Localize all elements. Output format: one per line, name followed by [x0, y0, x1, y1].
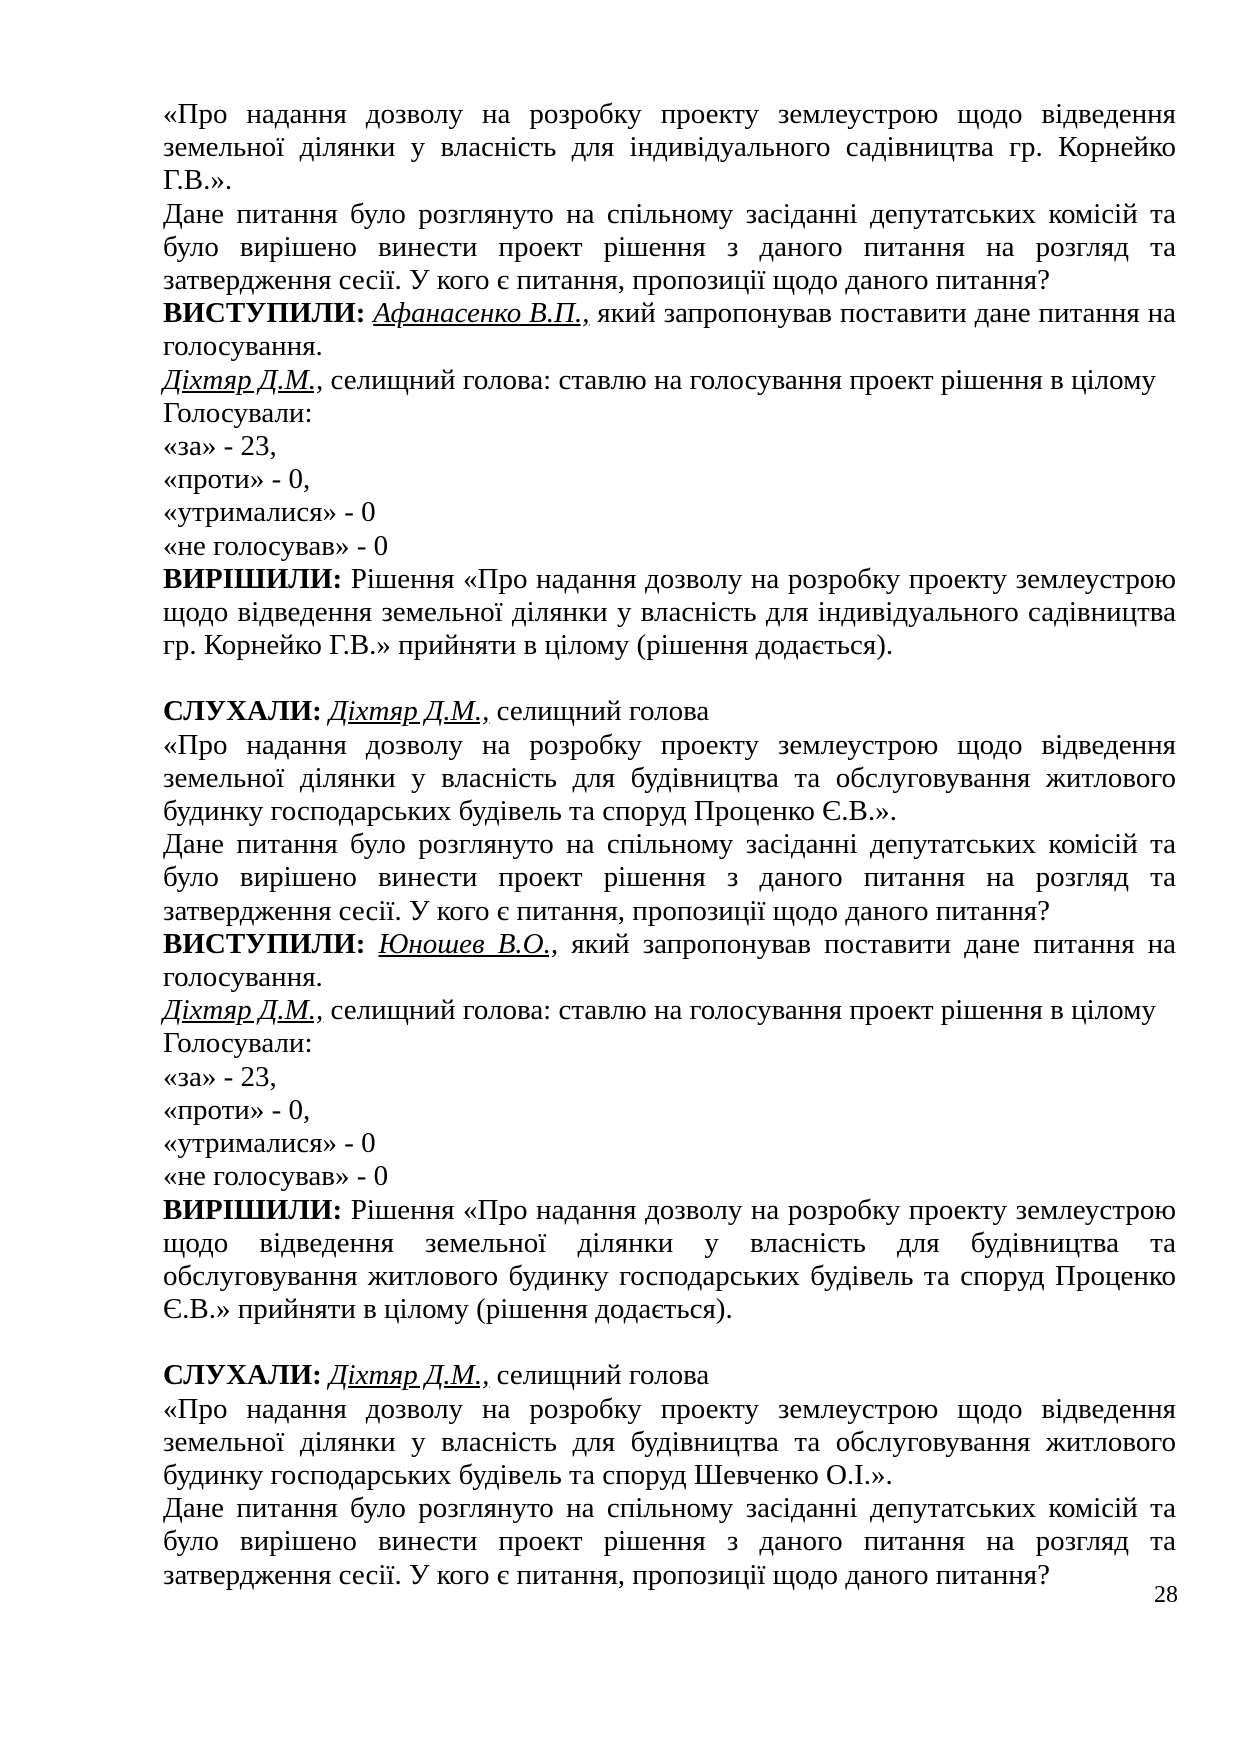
s2-vote-novote: «не голосував» - 0 — [163, 1160, 389, 1193]
s2-intro: Дане питання було розглянуто на спільному засіданні депутатських комісій та було вирішено винести проект рішення з даного питання на розгляд та затвердження сесії. У кого є питання, пропозиції щодо даного питання? — [163, 828, 1176, 927]
s2-heard-label: СЛУХАЛИ: — [163, 695, 322, 728]
s1-intro: Дане питання було розглянуто на спільному засіданні депутатських комісій та було вирішено винести проект рішення з даного питання на розгляд та затвердження сесії. У кого є питання, пропозиції щодо даного питання? — [163, 197, 1176, 297]
s2-head — [163, 994, 1176, 1027]
s3-heard-text: селищний голова — [489, 1359, 710, 1392]
s1-head-name: Діхтяр Д.М., — [163, 363, 324, 396]
s1-spoke-name: Афанасенко В.П., — [373, 297, 590, 330]
s3-title: «Про надання дозволу на розробку проекту землеустрою щодо відведення земельної ділянки у власність для будівництва та обслуговування житлового будинку господарських будівель та споруд Шевченко О.І.». — [163, 1392, 1176, 1491]
s2-decided-label: ВИРІШИЛИ: — [163, 1193, 343, 1226]
s3-heard-name: Діхтяр Д.М., — [329, 1359, 490, 1392]
s2-heard-text: селищний голова — [489, 695, 710, 728]
s2-vote-for: «за» - 23, — [163, 1060, 277, 1093]
s2-head-name: Діхтяр Д.М., — [163, 994, 324, 1027]
s3-heard — [163, 1359, 1176, 1392]
s1-title: «Про надання дозволу на розробку проекту землеустрою щодо відведення земельної ділянки у власність для індивідуального садівництва гр. Корнейко Г.В.». — [163, 98, 1176, 197]
s1-head — [163, 364, 1176, 397]
s2-spoke-name: Юношев В.О., — [378, 927, 559, 960]
s2-spoke-text: який запропонував поставити дане питання на голосування. — [163, 927, 1176, 994]
s2-decided-text: Рішення «Про надання дозволу на розробку проекту землеустрою щодо відведення земельної ділянки у власність для будівництва та обслуговування житлового будинку господарських будівель та споруд Проценко Є.В.» прийняти в цілому (рішення додається). — [163, 1193, 1176, 1326]
s2-voted: Голосували: — [163, 1027, 313, 1060]
section-gap — [163, 662, 1176, 695]
s2-spoke — [163, 928, 1176, 994]
s1-decided-label: ВИРІШИЛИ: — [163, 562, 343, 595]
s1-spoke — [163, 297, 1176, 363]
s1-vote-novote: «не голосував» - 0 — [163, 529, 389, 562]
s1-voted: Голосували: — [163, 396, 313, 429]
s2-spoke-label: ВИСТУПИЛИ: — [163, 927, 366, 960]
s1-vote-for: «за» - 23, — [163, 430, 277, 463]
s1-spoke-text: який запропонував поставити дане питання на голосування. — [163, 297, 1176, 363]
s2-vote-against: «проти» - 0, — [163, 1093, 311, 1126]
s2-heard — [163, 695, 1176, 728]
s2-heard-name: Діхтяр Д.М., — [329, 695, 490, 728]
s2-vote-abstain: «утрималися» - 0 — [163, 1127, 376, 1160]
s2-decided — [163, 1194, 1176, 1327]
s1-decided — [163, 563, 1176, 663]
s1-head-text: селищний голова: ставлю на голосування проект рішення в цілому — [323, 363, 1156, 396]
section-gap — [163, 1326, 1176, 1359]
s2-head-text: селищний голова: ставлю на голосування проект рішення в цілому — [323, 994, 1156, 1027]
s3-heard-label: СЛУХАЛИ: — [163, 1359, 322, 1392]
s1-spoke-label: ВИСТУПИЛИ: — [163, 297, 366, 330]
s2-title: «Про надання дозволу на розробку проекту землеустрою щодо відведення земельної ділянки у власність для будівництва та обслуговування житлового будинку господарських будівель та споруд Проценко Є.В.». — [163, 728, 1176, 828]
document-page — [163, 98, 1176, 1592]
page-number: 28 — [1154, 1582, 1178, 1608]
s1-vote-abstain: «утрималися» - 0 — [163, 496, 376, 529]
s3-intro: Дане питання було розглянуто на спільному засіданні депутатських комісій та було вирішено винести проект рішення з даного питання на розгляд та затвердження сесії. У кого є питання, пропозиції щодо даного питання? — [163, 1492, 1176, 1591]
s1-vote-against: «проти» - 0, — [163, 463, 311, 496]
s1-decided-text: Рішення «Про надання дозволу на розробку проекту землеустрою щодо відведення земельної ділянки у власність для індивідуального садівництва гр. Корнейко Г.В.» прийняти в цілому (рішення додається). — [163, 562, 1176, 662]
